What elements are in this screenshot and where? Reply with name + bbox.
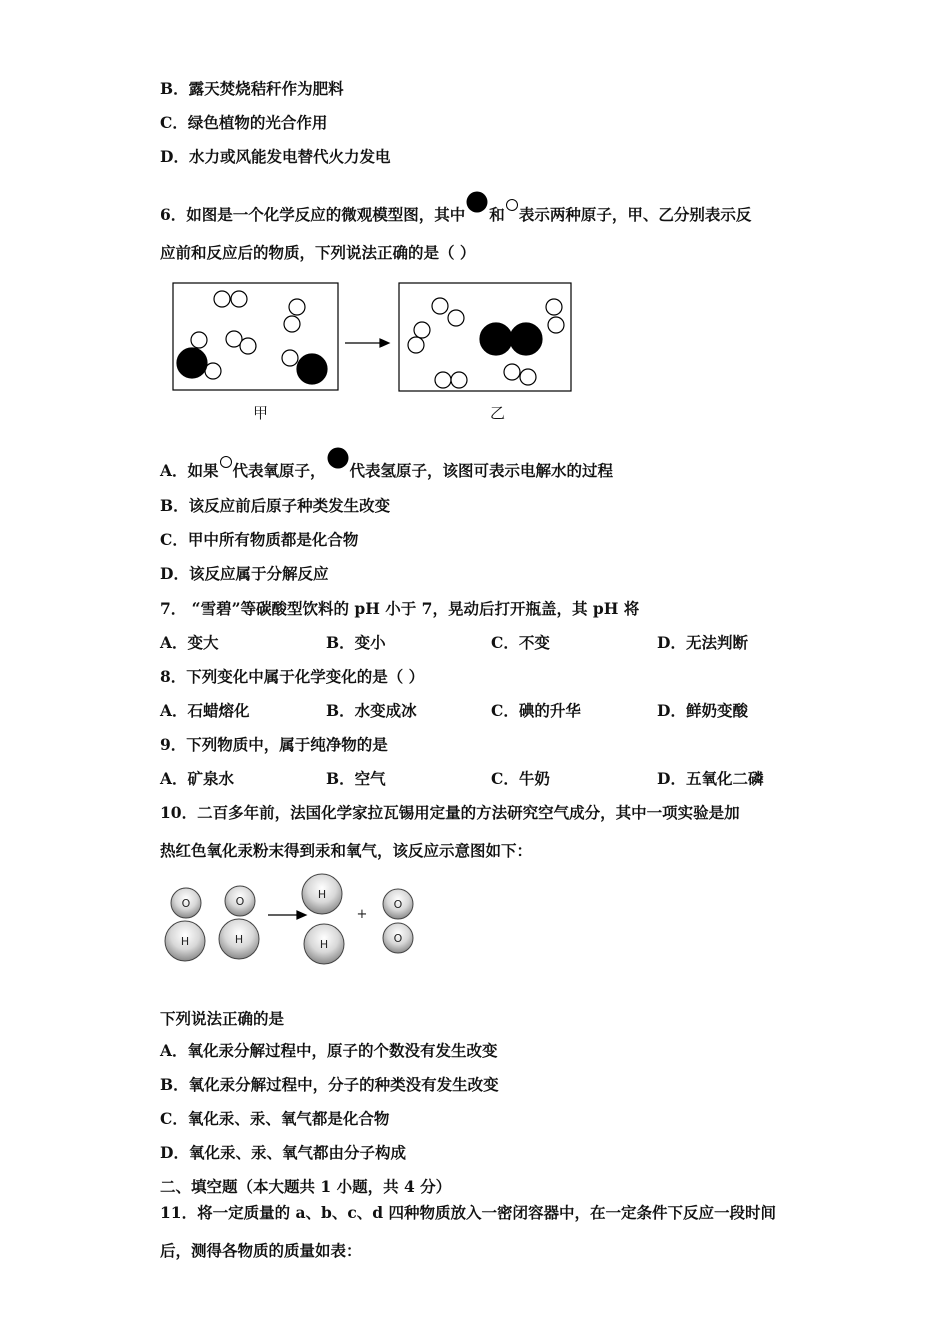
q10-stem-line1: 10．二百多年前，法国化学家拉瓦锡用定量的方法研究空气成分，其中一项实验是加 — [160, 803, 740, 822]
q11-stem-line2: 后，测得各物质的质量如表： — [160, 1241, 362, 1260]
q9-option-a: A．矿泉水 — [160, 769, 235, 788]
plus-sign: + — [356, 907, 368, 922]
q7-option-a: A．变大 — [160, 633, 219, 652]
q8-option-b: B．水变成冰 — [326, 701, 417, 720]
q7-option-b: B．变小 — [326, 633, 386, 652]
atom-label-o: O — [181, 897, 191, 910]
q10-reaction-figure — [160, 870, 430, 975]
q9-option-d: D．五氧化二磷 — [657, 769, 764, 788]
q10-option-c: C．氧化汞、汞、氧气都是化合物 — [160, 1109, 390, 1128]
black-atom-icon — [326, 446, 350, 470]
q10-option-d: D．氧化汞、汞、氧气都由分子构成 — [160, 1143, 406, 1162]
q8-option-a: A．石蜡熔化 — [160, 701, 250, 720]
q10-stem-line2: 热红色氧化汞粉末得到汞和氧气，该反应示意图如下： — [160, 841, 533, 860]
reactant-label: 甲 — [253, 404, 269, 422]
q6-option-a-pre: A．如果 — [160, 461, 219, 480]
q6-stem-pre: 6．如图是一个化学反应的微观模型图，其中 — [160, 205, 466, 224]
q10-option-b: B．氧化汞分解过程中，分子的种类没有发生改变 — [160, 1075, 499, 1094]
q7-option-c: C．不变 — [491, 633, 550, 652]
q8-option-d: D．鲜奶变酸 — [657, 701, 748, 720]
atom-label-h: H — [180, 935, 190, 948]
q6-option-c: C．甲中所有物质都是化合物 — [160, 530, 359, 549]
reaction-arrow — [345, 339, 389, 347]
q8-stem: 8．下列变化中属于化学变化的是（ ） — [160, 667, 425, 686]
q6-option-a — [160, 446, 613, 481]
white-atom-icon — [505, 198, 519, 212]
q8-option-c: C．碘的升华 — [491, 701, 581, 720]
atom-label-o: O — [393, 932, 403, 945]
atom-label-h: H — [234, 933, 244, 946]
q10-prompt: 下列说法正确的是 — [160, 1009, 285, 1028]
q5-option-c: C．绿色植物的光合作用 — [160, 113, 328, 132]
q7-option-d: D．无法判断 — [657, 633, 748, 652]
q6-stem-line1 — [160, 190, 751, 225]
q7-stem: 7． “雪碧”等碳酸型饮料的 pH 小于 7，晃动后打开瓶盖，其 pH 将 — [160, 599, 640, 618]
q6-stem-post: 表示两种原子，甲、乙分别表示反 — [518, 205, 752, 224]
q6-option-a-post: 代表氢原子，该图可表示电解水的过程 — [349, 461, 614, 480]
section-title: 二、填空题（本大题共 1 小题，共 4 分） — [160, 1177, 452, 1196]
q9-option-c: C．牛奶 — [491, 769, 550, 788]
q9-stem: 9．下列物质中，属于纯净物的是 — [160, 735, 388, 754]
q5-option-d: D．水力或风能发电替代火力发电 — [160, 147, 391, 166]
q6-option-d: D．该反应属于分解反应 — [160, 564, 329, 583]
q10-option-a: A．氧化汞分解过程中，原子的个数没有发生改变 — [160, 1041, 498, 1060]
q9-option-b: B．空气 — [326, 769, 386, 788]
reaction-arrow — [268, 911, 306, 919]
atom-label-h: H — [317, 888, 327, 901]
black-atom-icon — [465, 190, 489, 214]
q11-stem-line1: 11．将一定质量的 a、b、c、d 四种物质放入一密闭容器中，在一定条件下反应一段时间 — [160, 1203, 777, 1222]
white-atom-icon — [219, 455, 233, 469]
q6-stem-and: 和 — [489, 205, 505, 224]
q5-option-b: B．露天焚烧秸秆作为肥料 — [160, 79, 344, 98]
product-label: 乙 — [490, 404, 506, 422]
q6-option-b: B．该反应前后原子种类发生改变 — [160, 496, 391, 515]
q6-reaction-figure — [170, 280, 590, 425]
q6-stem-line2: 应前和反应后的物质，下列说法正确的是（ ） — [160, 243, 476, 262]
atom-label-h: H — [319, 938, 329, 951]
atom-label-o: O — [393, 898, 403, 911]
q6-option-a-mid: 代表氧原子， — [232, 461, 326, 480]
atom-label-o: O — [235, 895, 245, 908]
